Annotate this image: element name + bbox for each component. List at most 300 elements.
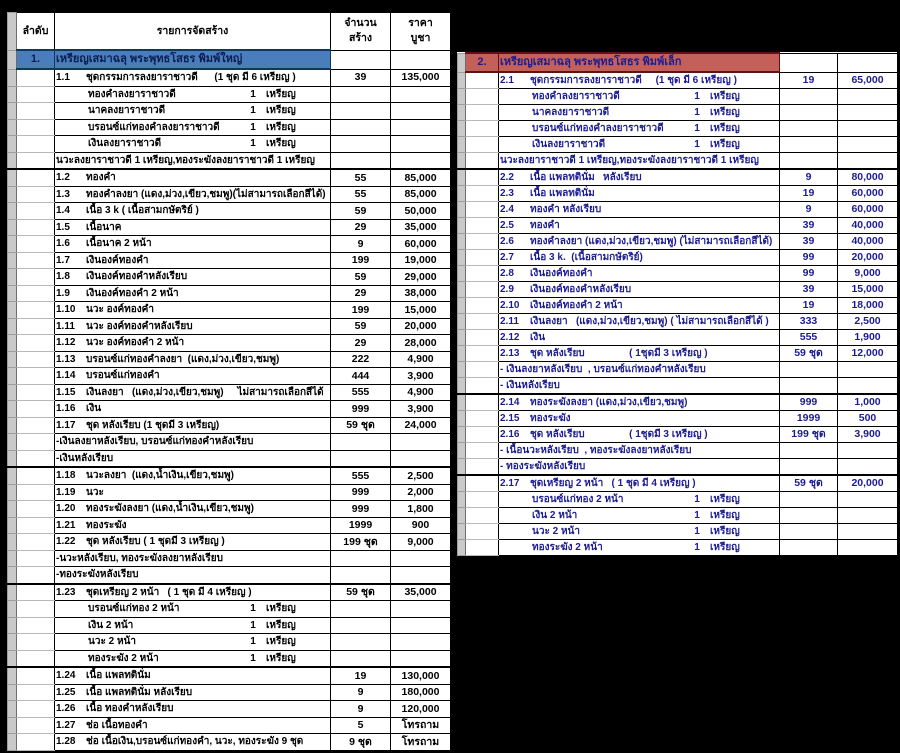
table-row bbox=[458, 411, 898, 427]
sheet-gutter bbox=[8, 650, 17, 667]
item-description-cell bbox=[499, 459, 780, 476]
quantity-cell bbox=[331, 152, 391, 169]
quantity-cell: 9 bbox=[780, 202, 838, 218]
item-number: 1.27 bbox=[56, 719, 76, 731]
item-description-cell bbox=[55, 667, 331, 684]
sheet-gutter bbox=[8, 318, 17, 335]
item-number: 1.14 bbox=[56, 370, 76, 381]
item-description-cell bbox=[499, 540, 780, 556]
sheet-gutter bbox=[458, 475, 466, 492]
quantity-cell: 199 bbox=[331, 302, 391, 319]
sheet-gutter bbox=[8, 567, 17, 584]
item-number: 1.28 bbox=[56, 736, 76, 747]
sheet-gutter bbox=[458, 362, 466, 378]
order-cell bbox=[17, 567, 55, 584]
table-row bbox=[8, 517, 451, 534]
sheet-gutter bbox=[458, 330, 466, 346]
order-cell bbox=[466, 89, 499, 105]
item-number: 1.7 bbox=[56, 254, 70, 266]
price-cell bbox=[838, 508, 898, 524]
order-cell bbox=[17, 169, 55, 186]
item-description-cell bbox=[499, 72, 780, 89]
order-cell bbox=[466, 508, 499, 524]
item-description-cell bbox=[55, 351, 331, 368]
sheet-gutter bbox=[458, 53, 466, 72]
table-row bbox=[8, 136, 451, 153]
table-row bbox=[8, 186, 451, 203]
table-row bbox=[458, 492, 898, 508]
sheet-gutter bbox=[8, 550, 17, 567]
quantity-cell bbox=[780, 378, 838, 395]
quantity-cell bbox=[331, 650, 391, 667]
item-number: 1.1 bbox=[56, 72, 70, 83]
order-cell bbox=[466, 250, 499, 266]
table-row bbox=[458, 234, 898, 250]
quantity-cell: 999 bbox=[780, 394, 838, 411]
item-number: 1.15 bbox=[56, 386, 76, 398]
price-cell: 40,000 bbox=[838, 234, 898, 250]
price-cell bbox=[391, 617, 451, 634]
quantity-cell bbox=[780, 443, 838, 459]
price-cell: 2,500 bbox=[391, 467, 451, 484]
price-cell: 15,000 bbox=[391, 302, 451, 319]
item-number: 1.3 bbox=[56, 188, 70, 200]
sub-item-count: 1 bbox=[694, 493, 700, 505]
price-cell bbox=[838, 459, 898, 476]
price-cell: 9,000 bbox=[391, 534, 451, 551]
price-cell: 4,900 bbox=[391, 351, 451, 368]
sub-item-name: บรอนซ์แก่ทองคำลงยาราชาวดี bbox=[88, 121, 220, 133]
order-cell bbox=[17, 650, 55, 667]
item-text: ชุด หลังเรียบ ( 1ชุดมี 3 เหรียญ ) bbox=[530, 428, 708, 440]
item-description-cell bbox=[499, 250, 780, 266]
sheet-gutter bbox=[8, 601, 17, 618]
order-cell bbox=[466, 186, 499, 202]
item-description-cell bbox=[55, 401, 331, 418]
quantity-cell: 19 bbox=[331, 667, 391, 684]
quantity-cell: 555 bbox=[780, 330, 838, 346]
order-cell bbox=[17, 318, 55, 335]
price-cell: 20,000 bbox=[391, 318, 451, 335]
sub-item-count: 1 bbox=[250, 619, 256, 631]
column-header-price bbox=[391, 13, 451, 51]
sheet-gutter bbox=[458, 137, 466, 153]
order-cell bbox=[17, 368, 55, 385]
item-number: 1.12 bbox=[56, 337, 76, 348]
sheet-gutter bbox=[458, 266, 466, 282]
sheet-gutter bbox=[458, 314, 466, 330]
sub-item-unit: เหรียญ bbox=[266, 619, 296, 631]
price-cell: 60,000 bbox=[391, 236, 451, 253]
order-cell bbox=[17, 302, 55, 319]
quantity-cell bbox=[331, 567, 391, 584]
order-cell bbox=[466, 330, 499, 346]
quantity-cell bbox=[780, 524, 838, 540]
sheet-gutter bbox=[8, 368, 17, 385]
sub-item-name: ทองระฆัง 2 หน้า bbox=[532, 541, 603, 553]
price-cell bbox=[838, 53, 898, 72]
sub-item-count: 1 bbox=[250, 603, 256, 614]
item-text: เงินองค์ทองคำ bbox=[530, 267, 593, 279]
price-cell: 19,000 bbox=[391, 252, 451, 269]
item-text: ทองคำ bbox=[530, 219, 560, 231]
order-cell bbox=[17, 734, 55, 751]
sub-item-name: ทองคำลงยาราชาวดี bbox=[532, 90, 620, 102]
order-cell bbox=[17, 69, 55, 86]
order-cell bbox=[17, 550, 55, 567]
price-cell: 65,000 bbox=[838, 72, 898, 89]
quantity-cell: 19 bbox=[780, 186, 838, 202]
sheet-gutter bbox=[458, 492, 466, 508]
item-number: 1.8 bbox=[56, 271, 70, 282]
item-description-cell bbox=[499, 394, 780, 411]
item-description-cell bbox=[499, 218, 780, 234]
sheet-gutter bbox=[458, 524, 466, 540]
item-description-cell bbox=[499, 89, 780, 105]
item-description-cell bbox=[55, 203, 331, 220]
table-row bbox=[458, 89, 898, 105]
item-number: 1.25 bbox=[56, 686, 76, 698]
price-cell: 50,000 bbox=[391, 203, 451, 220]
item-description-cell bbox=[55, 684, 331, 701]
sub-item-unit: เหรียญ bbox=[710, 509, 740, 521]
item-number: 1.6 bbox=[56, 238, 70, 249]
item-description-cell bbox=[55, 701, 331, 718]
item-number: 1.9 bbox=[56, 287, 70, 299]
item-description-cell bbox=[499, 202, 780, 218]
note-text: นวะลงยาราชาวดี 1 เหรียญ,ทองระฆังลงยาราชาวดี 1 เหรียญ bbox=[500, 154, 759, 166]
sub-item-count: 1 bbox=[694, 541, 700, 553]
table-row bbox=[8, 302, 451, 319]
sub-item-count: 1 bbox=[694, 509, 700, 521]
sub-item-count: 1 bbox=[694, 525, 700, 537]
sheet-gutter bbox=[8, 50, 17, 69]
quantity-cell bbox=[780, 121, 838, 137]
order-cell bbox=[17, 186, 55, 203]
order-cell bbox=[466, 411, 499, 427]
sub-item-unit: เหรียญ bbox=[710, 138, 740, 150]
quantity-cell bbox=[780, 492, 838, 508]
item-description-cell bbox=[55, 152, 331, 169]
order-cell bbox=[466, 314, 499, 330]
note-text: - ทองระฆังหลังเรียบ bbox=[500, 460, 586, 472]
order-cell bbox=[466, 169, 499, 186]
sheet-gutter bbox=[8, 69, 17, 86]
order-cell bbox=[17, 285, 55, 302]
item-text: ชุดกรรมการลงยาราชาวดี (1 ชุด มี 6 เหรียญ ) bbox=[86, 72, 296, 83]
sheet-gutter bbox=[8, 203, 17, 220]
quantity-cell: 59 ชุด bbox=[331, 417, 391, 434]
sheet-gutter bbox=[8, 717, 17, 734]
item-number: 2.6 bbox=[500, 235, 514, 247]
sheet-gutter bbox=[8, 450, 17, 467]
sub-item-unit: เหรียญ bbox=[266, 121, 296, 133]
price-cell: 4,900 bbox=[391, 384, 451, 401]
quantity-cell bbox=[331, 617, 391, 634]
sheet-gutter bbox=[458, 508, 466, 524]
price-cell bbox=[838, 105, 898, 121]
table-row bbox=[8, 219, 451, 236]
price-cell bbox=[838, 121, 898, 137]
item-text: เนื้อ 3 k. (เนื้อสามกษัตริย์) bbox=[530, 251, 643, 263]
quantity-cell: 99 bbox=[780, 266, 838, 282]
table-row bbox=[8, 335, 451, 352]
item-text: ชุด หลังเรียบ ( 1 ชุดมี 3 เหรียญ ) bbox=[86, 536, 225, 547]
column-header-row bbox=[8, 13, 451, 51]
quantity-cell bbox=[780, 137, 838, 153]
order-cell bbox=[17, 384, 55, 401]
price-cell: 35,000 bbox=[391, 219, 451, 236]
column-header-price-line1: ราคา bbox=[408, 17, 433, 30]
sub-item-count: 1 bbox=[250, 138, 256, 149]
item-text: ทองคำ bbox=[86, 172, 116, 183]
column-header-quantity-line2: สร้าง bbox=[348, 32, 373, 45]
item-number: 2.2 bbox=[500, 171, 514, 183]
table-row bbox=[458, 202, 898, 218]
order-cell bbox=[17, 236, 55, 253]
sub-item-count: 1 bbox=[694, 106, 700, 118]
price-cell: 900 bbox=[391, 517, 451, 534]
price-cell: 130,000 bbox=[391, 667, 451, 684]
item-number: 1.18 bbox=[56, 470, 76, 481]
sheet-gutter bbox=[8, 467, 17, 484]
item-description-cell bbox=[55, 219, 331, 236]
price-cell bbox=[838, 137, 898, 153]
item-number: 1.21 bbox=[56, 519, 76, 531]
quantity-cell: 55 bbox=[331, 169, 391, 186]
quantity-cell bbox=[780, 153, 838, 170]
price-cell: 24,000 bbox=[391, 417, 451, 434]
table-row bbox=[458, 105, 898, 121]
sheet-gutter bbox=[458, 427, 466, 443]
quantity-cell bbox=[331, 119, 391, 136]
item-number: 1.19 bbox=[56, 486, 76, 498]
item-text: ชุด หลังเรียบ ( 1ชุดมี 3 เหรียญ ) bbox=[530, 347, 708, 359]
item-description-cell bbox=[499, 330, 780, 346]
price-cell: 3,900 bbox=[838, 427, 898, 443]
item-description-cell bbox=[55, 734, 331, 751]
item-number: 1.5 bbox=[56, 221, 70, 233]
sheet-gutter bbox=[8, 152, 17, 169]
quantity-cell bbox=[780, 89, 838, 105]
item-description-cell bbox=[55, 103, 331, 120]
sub-item-unit: เหรียญ bbox=[266, 636, 296, 647]
table-row bbox=[8, 717, 451, 734]
item-number: 1.10 bbox=[56, 304, 76, 315]
quantity-cell: 19 bbox=[780, 298, 838, 314]
sheet-gutter bbox=[458, 394, 466, 411]
sub-item bbox=[500, 139, 778, 151]
quantity-cell: 39 bbox=[780, 218, 838, 234]
sheet-gutter bbox=[458, 105, 466, 121]
item-description-cell bbox=[55, 450, 331, 467]
price-cell: 60,000 bbox=[838, 202, 898, 218]
sheet-gutter bbox=[8, 86, 17, 103]
price-cell bbox=[391, 634, 451, 651]
sheet-gutter bbox=[8, 119, 17, 136]
table-row bbox=[8, 152, 451, 169]
section-title: เหรียญเสมาฉลุ พระพุทธโสธร พิมพ์เล็ก bbox=[499, 53, 780, 72]
table-row bbox=[458, 330, 898, 346]
quantity-cell bbox=[331, 550, 391, 567]
sheet-gutter bbox=[458, 169, 466, 186]
table-row bbox=[8, 401, 451, 418]
order-cell bbox=[17, 484, 55, 501]
item-description-cell bbox=[499, 298, 780, 314]
sub-item bbox=[500, 123, 778, 135]
item-description-cell bbox=[55, 550, 331, 567]
sub-item-unit: เหรียญ bbox=[710, 122, 740, 134]
quantity-cell bbox=[331, 136, 391, 153]
sheet-gutter bbox=[458, 202, 466, 218]
item-number: 2.10 bbox=[500, 299, 520, 311]
sub-item-name: นวะ 2 หน้า bbox=[532, 525, 580, 537]
price-cell: 2,500 bbox=[838, 314, 898, 330]
sub-item-unit: เหรียญ bbox=[710, 525, 740, 537]
sub-item-unit: เหรียญ bbox=[266, 603, 296, 614]
table-row bbox=[8, 584, 451, 601]
section-header-row bbox=[8, 50, 451, 69]
item-description-cell bbox=[55, 434, 331, 451]
sub-item-name: เงินลงยาราชาวดี bbox=[532, 138, 606, 150]
order-cell bbox=[17, 401, 55, 418]
order-cell bbox=[17, 617, 55, 634]
order-cell bbox=[466, 282, 499, 298]
quantity-cell: 199 ชุด bbox=[780, 427, 838, 443]
sub-item-name: บรอนซ์แก่ทอง 2 หน้า bbox=[532, 493, 624, 505]
price-cell bbox=[391, 136, 451, 153]
item-description-cell bbox=[55, 601, 331, 618]
item-text: ชุดเหรียญ 2 หน้า ( 1 ชุด มี 4 เหรียญ ) bbox=[530, 477, 696, 489]
price-cell bbox=[391, 119, 451, 136]
quantity-cell: 9 bbox=[331, 701, 391, 718]
sub-item-name: นาคลงยาราชาวดี bbox=[532, 106, 610, 118]
quantity-cell bbox=[331, 450, 391, 467]
order-cell bbox=[466, 540, 499, 556]
sub-item-unit: เหรียญ bbox=[266, 138, 296, 149]
item-text: เงินองค์ทองคำหลังเรียบ bbox=[530, 283, 632, 295]
sheet-gutter bbox=[8, 285, 17, 302]
quantity-cell: 999 bbox=[331, 501, 391, 518]
sheet-gutter bbox=[8, 501, 17, 518]
item-text: เงินองค์ทองคำ 2 หน้า bbox=[530, 299, 623, 311]
item-text: ทองคำ หลังเรียบ bbox=[530, 203, 602, 215]
order-cell bbox=[17, 119, 55, 136]
quantity-cell bbox=[780, 105, 838, 121]
item-description-cell bbox=[55, 534, 331, 551]
note-text: - เงินหลังเรียบ bbox=[500, 379, 560, 391]
item-text: นวะ องค์ทองคำ 2 หน้า bbox=[86, 337, 185, 348]
table-row bbox=[8, 169, 451, 186]
quantity-cell bbox=[331, 86, 391, 103]
item-description-cell bbox=[55, 567, 331, 584]
item-description-cell bbox=[55, 169, 331, 186]
price-cell bbox=[391, 601, 451, 618]
item-text: นวะ bbox=[86, 486, 104, 498]
sheet-gutter bbox=[8, 169, 17, 186]
price-cell: 15,000 bbox=[838, 282, 898, 298]
item-description-cell bbox=[499, 362, 780, 378]
item-description-cell bbox=[55, 634, 331, 651]
item-description-cell bbox=[499, 314, 780, 330]
table-row bbox=[8, 634, 451, 651]
order-cell bbox=[17, 601, 55, 618]
quantity-cell: 555 bbox=[331, 384, 391, 401]
item-description-cell bbox=[55, 417, 331, 434]
sheet-gutter bbox=[8, 186, 17, 203]
sub-item bbox=[56, 138, 329, 150]
sub-item bbox=[56, 620, 329, 632]
item-text: ชุดเหรียญ 2 หน้า ( 1 ชุด มี 4 เหรียญ ) bbox=[86, 586, 252, 598]
price-cell bbox=[838, 362, 898, 378]
quantity-cell: 5 bbox=[331, 717, 391, 734]
sheet-gutter bbox=[8, 351, 17, 368]
item-description-cell bbox=[55, 119, 331, 136]
quantity-cell: 222 bbox=[331, 351, 391, 368]
order-cell bbox=[17, 219, 55, 236]
item-number: 1.16 bbox=[56, 403, 76, 414]
quantity-cell: 19 bbox=[780, 72, 838, 89]
quantity-cell: 1999 bbox=[331, 517, 391, 534]
table-row bbox=[8, 684, 451, 701]
table-row bbox=[8, 69, 451, 86]
item-text: ทองระฆัง bbox=[86, 519, 127, 531]
table-row bbox=[8, 417, 451, 434]
sub-item bbox=[56, 105, 329, 117]
quantity-cell: 333 bbox=[780, 314, 838, 330]
item-text: เนื้อ แพลทตินั่ม หลังเรียบ bbox=[530, 171, 642, 183]
quantity-cell bbox=[780, 362, 838, 378]
item-description-cell bbox=[55, 285, 331, 302]
item-text: นวะลงยา (แดง,น้ำเงิน,เขียว,ชมพู) bbox=[86, 470, 234, 481]
note-text: -เงินหลังเรียบ bbox=[56, 452, 114, 464]
table-row bbox=[8, 534, 451, 551]
item-description-cell bbox=[55, 252, 331, 269]
price-cell bbox=[391, 50, 451, 69]
order-cell bbox=[466, 427, 499, 443]
item-text: นวะ องค์ทองคำหลังเรียบ bbox=[86, 320, 193, 332]
price-cell: 3,900 bbox=[391, 401, 451, 418]
table-row bbox=[8, 103, 451, 120]
sub-item-name: เงิน 2 หน้า bbox=[88, 619, 134, 631]
item-text: เงินองค์ทองคำ 2 หน้า bbox=[86, 287, 179, 299]
table-row bbox=[8, 351, 451, 368]
order-cell bbox=[466, 72, 499, 89]
table-row bbox=[8, 567, 451, 584]
table-row bbox=[8, 203, 451, 220]
order-cell bbox=[17, 634, 55, 651]
sheet-gutter bbox=[458, 378, 466, 395]
quantity-cell: 555 bbox=[331, 467, 391, 484]
table-row bbox=[8, 236, 451, 253]
order-cell bbox=[17, 136, 55, 153]
table-row bbox=[458, 475, 898, 492]
sheet-gutter bbox=[458, 346, 466, 362]
table-row bbox=[458, 459, 898, 476]
item-number: 2.11 bbox=[500, 315, 519, 327]
table-row bbox=[8, 734, 451, 751]
item-description-cell bbox=[55, 302, 331, 319]
price-cell bbox=[838, 524, 898, 540]
item-number: 1.23 bbox=[56, 586, 76, 598]
item-text: เนื้อ ทองคำหลังเรียบ bbox=[86, 703, 174, 714]
item-text: บรอนซ์แก่ทองคำลงยา (แดง,ม่วง,เขียว,ชมพู) bbox=[86, 353, 280, 365]
item-description-cell bbox=[499, 378, 780, 395]
table-row bbox=[8, 368, 451, 385]
column-header-quantity-line1: จำนวน bbox=[344, 17, 377, 30]
item-number: 1.24 bbox=[56, 670, 76, 681]
price-cell: 60,000 bbox=[838, 186, 898, 202]
